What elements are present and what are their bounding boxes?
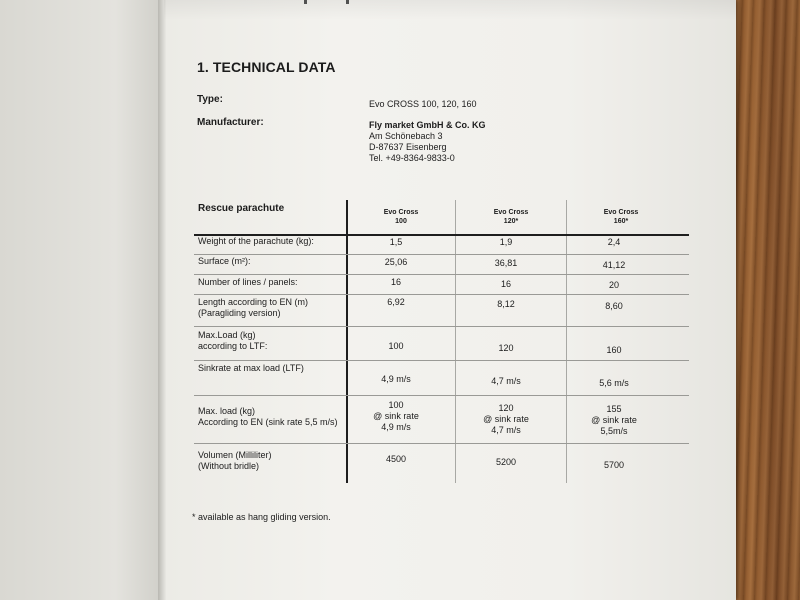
row-label-line: Weight of the parachute (kg): [198,236,314,246]
address-line: Tel. +49-8364-9833-0 [369,153,455,163]
table-cell-line: 4,7 m/s [491,425,521,435]
row-label-line: Max. load (kg) [198,406,256,416]
row-label-line: Volumen (Milliliter) [198,450,272,460]
table-cell-stack [564,404,664,437]
table-cell: 5700 [603,460,625,470]
table-cell-line: @ sink rate [373,411,419,421]
row-label-sinkrate [198,363,304,374]
table-row-rule [194,294,689,295]
column-header-line: Evo Cross [383,209,419,216]
table-cell: 5200 [495,457,517,467]
table-cell-line: 155 [606,404,622,414]
table-cell: 8,60 [605,301,623,311]
column-header-evo-cross-120 [466,208,556,226]
table-cell: 4,7 m/s [491,376,521,386]
manufacturer-name: Fly market GmbH & Co. KG [369,120,486,130]
column-header-line: 160* [613,218,629,225]
row-label-max-load-ltf [198,330,267,352]
table-cell: 1,9 [499,237,513,247]
book-spine [158,0,166,600]
row-label-line: according to LTF: [198,341,268,351]
table-cell: 20 [608,280,619,290]
table-cell: 2,4 [607,237,621,247]
row-label-line: Sinkrate at max load (LTF) [198,363,304,373]
table-cell-line: 4,9 m/s [381,422,411,432]
row-label-lines-panels [198,277,298,288]
page-shadow [164,0,736,20]
manufacturer-block [369,120,486,164]
row-label-line: Surface (m²): [198,256,251,266]
table-cell-line: 100 [388,400,404,410]
column-header-line: 120* [503,218,519,225]
table-row-rule [194,360,689,361]
table-cell-line: @ sink rate [591,415,637,425]
row-label-line: (Without bridle) [198,461,260,471]
table-cell: 25,06 [384,257,408,267]
table-row-rule [194,254,689,255]
table-row-rule [194,443,689,444]
address-line: D-87637 Eisenberg [369,142,447,152]
column-header-line: Evo Cross [603,209,639,216]
row-label-volume [198,450,272,472]
table-cell: 6,92 [387,297,405,307]
table-cell: 16 [500,279,511,289]
row-label-line: Number of lines / panels: [198,277,298,287]
table-cell: 5,6 m/s [599,378,629,388]
technical-data-table [194,200,689,485]
table-row-rule [194,395,689,396]
table-cell: 8,12 [497,299,515,309]
table-cell-line: 5,5m/s [600,426,628,436]
column-header-line: 100 [395,218,407,225]
column-header-line: Evo Cross [493,209,529,216]
row-label-length [198,297,308,319]
table-cell: 16 [390,277,401,287]
type-value: Evo CROSS 100, 120, 160 [369,99,477,109]
table-cell: 4500 [385,454,407,464]
table-cell: 36,81 [494,258,518,268]
row-label-max-load-en [198,406,338,428]
table-cell: 160 [606,345,622,355]
row-label-line: Max.Load (kg) [198,330,256,340]
table-row-rule [194,274,689,275]
column-header-evo-cross-160 [576,208,666,226]
left-page [0,0,165,600]
footnote: * available as hang gliding version. [192,512,331,522]
table-cell-stack [346,400,446,433]
document-page [164,0,736,600]
table-cell: 120 [498,343,514,353]
row-label-line: (Paragliding version) [198,308,281,318]
type-label: Type: [197,94,223,105]
table-cell: 1,5 [389,237,403,247]
table-cell-stack [456,403,556,436]
row-label-line: Length according to EN (m) [198,297,309,307]
row-label-weight [198,236,314,247]
table-cell: 4,9 m/s [381,374,411,384]
table-row-rule [194,326,689,327]
column-header-evo-cross-100 [356,208,446,226]
table-cell: 100 [388,341,404,351]
table-cell: 41,12 [602,260,626,270]
address-line: Am Schönebach 3 [369,131,443,141]
section-title: 1. TECHNICAL DATA [197,59,336,75]
row-label-line: According to EN (sink rate 5,5 m/s) [198,417,338,427]
table-cell-line: 120 [498,403,514,413]
table-header-label: Rescue parachute [198,203,285,214]
manufacturer-label: Manufacturer: [197,117,264,128]
table-cell-line: @ sink rate [483,414,529,424]
row-label-surface [198,256,251,267]
